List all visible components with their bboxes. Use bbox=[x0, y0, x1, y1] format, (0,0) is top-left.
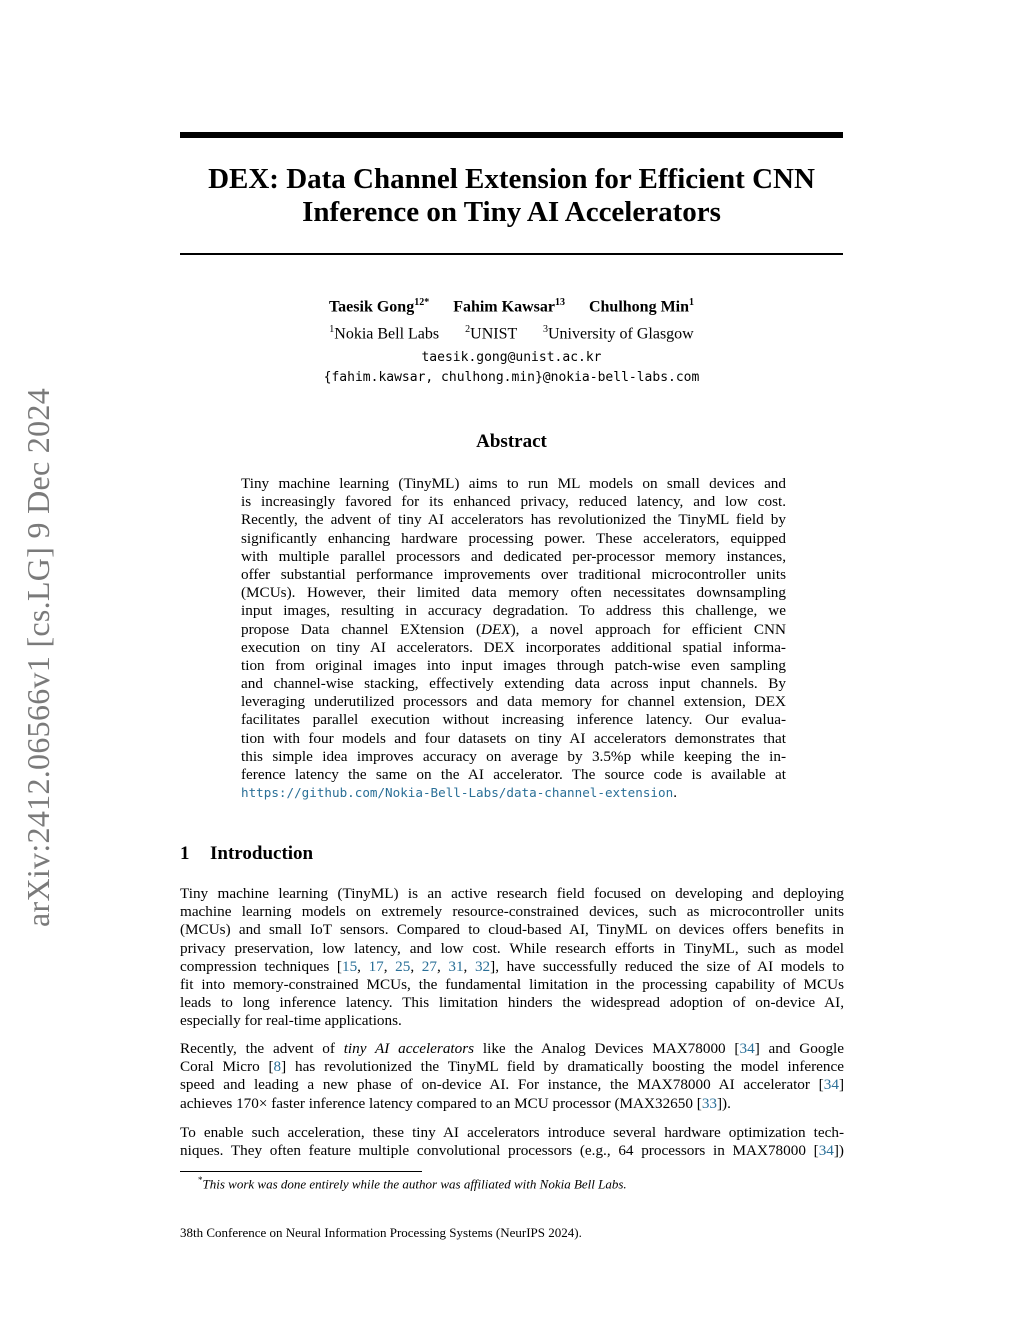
para-text: ], have successfully reduced the size of AI models to bbox=[490, 957, 845, 975]
para-text: ]) bbox=[833, 1142, 844, 1160]
author-list bbox=[180, 297, 843, 316]
para-line bbox=[180, 1040, 844, 1058]
para-text: Coral Micro [ bbox=[180, 1058, 274, 1076]
abstract-body bbox=[241, 475, 786, 802]
para-line: To enable such acceleration, these tiny AI accelerators introduce several hardware optimization tech- bbox=[180, 1124, 844, 1141]
citation-link[interactable]: 33 bbox=[701, 1094, 717, 1112]
citation-link[interactable]: 15 bbox=[341, 957, 358, 975]
intro-paragraph-3 bbox=[180, 1124, 844, 1160]
abstract-line-link bbox=[241, 784, 786, 802]
para-text: compression techniques [ bbox=[180, 957, 342, 975]
citation-link[interactable]: 27 bbox=[421, 957, 437, 975]
abstract-line: tion from original images into input images through patch-wise even sampling bbox=[241, 656, 786, 674]
abstract-text: propose Data channel EXtension ( bbox=[241, 620, 482, 638]
citation-link[interactable]: 17 bbox=[368, 957, 384, 975]
abstract-em: DEX bbox=[481, 620, 511, 638]
email-line: {fahim.kawsar, chulhong.min}@nokia-bell-labs.com bbox=[323, 370, 700, 385]
para-line bbox=[180, 1095, 844, 1113]
abstract-line: (MCUs). However, their limited data memory often necessitates downsampling bbox=[241, 584, 786, 602]
abstract-line: tion with four models and four datasets on tiny AI accelerators demonstrates that bbox=[241, 729, 786, 747]
title-line-1: DEX: Data Channel Extension for Efficient CNN bbox=[208, 163, 815, 195]
citation-link[interactable]: 34 bbox=[739, 1040, 755, 1057]
affiliation-list bbox=[180, 324, 843, 343]
abstract-line: Tiny machine learning (TinyML) aims to run ML models on small devices and bbox=[241, 475, 786, 492]
affil-name: University of Glasgow bbox=[547, 325, 694, 343]
para-line: Tiny machine learning (TinyML) is an active research field focused on developing and deploying bbox=[180, 885, 844, 902]
section-title: Introduction bbox=[210, 843, 314, 864]
para-text: ] bbox=[838, 1076, 844, 1094]
title-line-2: Inference on Tiny AI Accelerators bbox=[302, 196, 721, 228]
section-heading-introduction bbox=[180, 843, 313, 865]
author-emails bbox=[180, 348, 843, 388]
author-sup: 1 bbox=[689, 297, 695, 308]
affil-sup: 2 bbox=[465, 324, 471, 335]
abstract-line-dex bbox=[241, 621, 786, 639]
intro-paragraph-1 bbox=[180, 885, 844, 1031]
title-top-rule bbox=[180, 132, 843, 138]
paper-title bbox=[180, 163, 843, 229]
footnote bbox=[198, 1175, 627, 1192]
para-line bbox=[180, 1142, 844, 1160]
para-line: fit into memory-constrained MCUs, the fundamental limitation in the processing capability of MCUs bbox=[180, 975, 844, 993]
citation-link[interactable]: 31 bbox=[448, 957, 464, 975]
para-line: especially for real-time applications. bbox=[180, 1012, 402, 1030]
citation-link[interactable]: 25 bbox=[395, 957, 411, 975]
para-line bbox=[180, 1076, 844, 1094]
footnote-rule bbox=[180, 1171, 422, 1172]
citation-link[interactable]: 8 bbox=[273, 1058, 282, 1076]
affil-sup: 1 bbox=[329, 324, 335, 335]
para-line: machine learning models on extremely resource-constrained devices, such as microcontroller units bbox=[180, 903, 844, 921]
author-sup: 13 bbox=[554, 297, 565, 308]
abstract-line: input images, resulting in accuracy degradation. To address this challenge, we bbox=[241, 602, 786, 620]
para-text: ] and Google bbox=[754, 1040, 844, 1057]
abstract-line: and channel-wise stacking, effectively extending data across input channels. By bbox=[241, 675, 786, 693]
footnote-text: This work was done entirely while the author was affiliated with Nokia Bell Labs. bbox=[202, 1176, 627, 1192]
abstract-line: execution on tiny AI accelerators. DEX incorporates additional spatial informa- bbox=[241, 638, 786, 656]
abstract-line: is increasingly favored for its enhanced privacy, reduced latency, and low cost. bbox=[241, 493, 786, 511]
abstract-line: offer substantial performance improvements over traditional microcontroller units bbox=[241, 565, 786, 583]
abstract-line: with multiple parallel processors and dedicated per-processor memory instances, bbox=[241, 547, 786, 565]
author-sup: 12* bbox=[414, 297, 430, 308]
para-line: (MCUs) and small IoT sensors. Compared to cloud-based AI, TinyML on devices offers benefits in bbox=[180, 921, 844, 939]
source-code-link[interactable]: https://github.com/Nokia-Bell-Labs/data-channel-extension bbox=[241, 785, 674, 801]
arxiv-identifier: arXiv:2412.06566v1 [cs.LG] 9 Dec 2024 bbox=[20, 388, 56, 927]
affil-sup: 3 bbox=[542, 324, 548, 335]
intro-paragraph-2 bbox=[180, 1040, 844, 1113]
title-bottom-rule bbox=[180, 253, 843, 255]
citation-link[interactable]: 34 bbox=[823, 1076, 839, 1094]
abstract-line: this simple idea improves accuracy on average by 3.5%p while keeping the in- bbox=[241, 747, 786, 765]
para-text: ]). bbox=[717, 1094, 731, 1112]
author-name: Taesik Gong bbox=[328, 298, 415, 316]
abstract-line: Recently, the advent of tiny AI accelerators has revolutionized the TinyML field by bbox=[241, 511, 786, 529]
affil-name: UNIST bbox=[470, 325, 517, 343]
abstract-text: ), a novel approach for efficient CNN bbox=[510, 620, 786, 638]
conference-venue: 38th Conference on Neural Information Processing Systems (NeurIPS 2024). bbox=[180, 1225, 582, 1240]
abstract-line: significantly enhancing hardware processing power. These accelerators, equipped bbox=[241, 529, 786, 547]
abstract-line: leveraging underutilized processors and data memory for channel extension, DEX bbox=[241, 693, 786, 711]
para-text: achieves 170× faster inference latency compared to an MCU processor (MAX32650 [ bbox=[180, 1094, 702, 1112]
para-line: leads to long inference latency. This limitation hinders the widespread adoption of on-device AI, bbox=[180, 994, 844, 1012]
para-text: ] has revolutionized the TinyML field by dramatically boosting the model inference bbox=[281, 1058, 844, 1076]
section-number: 1 bbox=[180, 843, 190, 864]
para-line-cites: compression techniques [15, 17, 25, 27, 31, 32], have successfully reduced the size of AI models to bbox=[180, 957, 845, 975]
para-em: tiny AI accelerators bbox=[343, 1040, 475, 1057]
para-text: Recently, the advent of bbox=[180, 1040, 344, 1057]
abstract-heading: Abstract bbox=[476, 431, 547, 452]
author-name: Chulhong Min bbox=[588, 298, 690, 316]
para-text: like the Analog Devices MAX78000 [ bbox=[474, 1040, 740, 1057]
para-line: privacy preservation, low latency, and low cost. While research efforts in TinyML, such as model bbox=[180, 939, 844, 957]
citation-link[interactable]: 32 bbox=[474, 957, 491, 975]
abstract-line: ference latency the same on the AI accelerator. The source code is available at bbox=[241, 766, 786, 783]
affil-name: Nokia Bell Labs bbox=[334, 325, 440, 343]
abstract-line: facilitates parallel execution without increasing inference latency. Our evalua- bbox=[241, 711, 786, 729]
para-text: speed and leading a new phase of on-device AI. For instance, the MAX78000 AI accelerator [ bbox=[180, 1076, 824, 1094]
abstract-text: . bbox=[673, 784, 677, 802]
email-line: taesik.gong@unist.ac.kr bbox=[421, 350, 602, 365]
para-text: niques. They often feature multiple convolutional processors (e.g., 64 processors in MAX78000 [ bbox=[180, 1142, 819, 1160]
footnote-mark: * bbox=[198, 1175, 203, 1185]
author-name: Fahim Kawsar bbox=[453, 298, 555, 316]
para-line bbox=[180, 1058, 844, 1076]
citation-link[interactable]: 34 bbox=[818, 1142, 834, 1160]
